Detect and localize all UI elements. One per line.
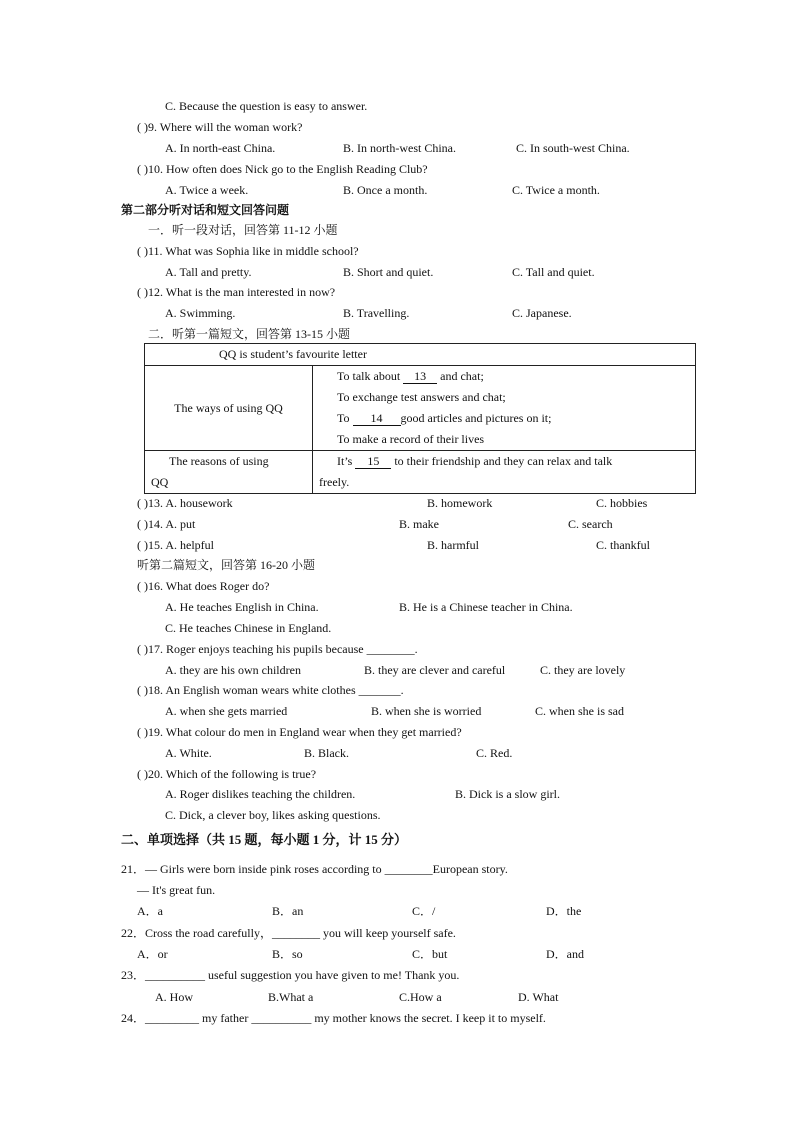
- q19-stem: ( )19. What colour do men in England wear when they get married?: [137, 725, 462, 739]
- q21-option-a: A．a: [137, 904, 163, 918]
- section-2-heading: 二．听第一篇短文，回答第 13-15 小题: [148, 327, 350, 341]
- q22-option-a: A．or: [137, 947, 168, 961]
- q10-stem: ( )10. How often does Nick go to the English Reading Club?: [137, 162, 428, 176]
- q16-option-a: A. He teaches English in China.: [165, 600, 319, 614]
- way-1-pre: To talk about: [337, 369, 404, 383]
- q20-option-b: B. Dick is a slow girl.: [455, 787, 560, 801]
- q13-option-c: C. hobbies: [596, 496, 648, 510]
- q12-stem: ( )12. What is the man interested in now?: [137, 285, 336, 299]
- table-header-text: QQ is student’s favourite letter: [219, 347, 367, 361]
- q17-option-c: C. they are lovely: [540, 663, 626, 677]
- blank-13: 13: [403, 369, 437, 384]
- q21-option-d: D．the: [546, 904, 582, 918]
- q11-option-a: A. Tall and pretty.: [165, 265, 252, 279]
- q22-option-d: D．and: [546, 947, 584, 961]
- q20-option-a: A. Roger dislikes teaching the children.: [165, 787, 356, 801]
- reasons-label-1: The reasons of using: [169, 454, 269, 468]
- way-3: [337, 408, 695, 429]
- q23-stem: 23．__________ useful suggestion you have given to me! Thank you.: [121, 968, 460, 982]
- q23-option-b: B.What a: [268, 990, 314, 1004]
- q22-stem: 22．Cross the road carefully，________ you will keep yourself safe.: [121, 926, 456, 940]
- section-1-heading: 一．听一段对话，回答第 11-12 小题: [148, 223, 338, 237]
- q13-stem: ( )13. A. housework: [137, 496, 233, 510]
- q9-option-a: A. In north-east China.: [165, 141, 276, 155]
- q20-option-c: C. Dick, a clever boy, likes asking questions.: [165, 808, 381, 822]
- q21-option-b: B．an: [272, 904, 304, 918]
- reasons-label-cell: [145, 451, 313, 494]
- q9-option-b: B. In north-west China.: [343, 141, 456, 155]
- q22-option-b: B．so: [272, 947, 303, 961]
- q12-option-b: B. Travelling.: [343, 306, 410, 320]
- q9-option-c: C. In south-west China.: [516, 141, 630, 155]
- blank-15: 15: [355, 454, 391, 469]
- q21-stem: 21．— Girls were born inside pink roses according to ________European story.: [121, 862, 508, 876]
- reason-1: [319, 451, 695, 472]
- q14-option-c: C. search: [568, 517, 613, 531]
- q18-stem: ( )18. An English woman wears white clothes _______.: [137, 683, 404, 697]
- q21-option-c: C．/: [412, 904, 436, 918]
- q18-option-b: B. when she is worried: [371, 704, 482, 718]
- table-header: [145, 344, 696, 366]
- q23-option-a: A. How: [155, 990, 193, 1004]
- q14-option-b: B. make: [399, 517, 439, 531]
- q19-option-b: B. Black.: [304, 746, 349, 760]
- ways-label-cell: [145, 366, 313, 451]
- reason-2: freely.: [319, 475, 350, 489]
- q11-stem: ( )11. What was Sophia like in middle school?: [137, 244, 359, 258]
- q18-option-a: A. when she gets married: [165, 704, 288, 718]
- reasons-label-2: QQ: [151, 475, 169, 489]
- q13-option-b: B. homework: [427, 496, 493, 510]
- way-3-pre: To: [337, 411, 353, 425]
- q23-option-d: D. What: [518, 990, 559, 1004]
- q9-stem: ( )9. Where will the woman work?: [137, 120, 303, 134]
- q10-option-b: B. Once a month.: [343, 183, 428, 197]
- section-3-heading: 听第二篇短文，回答第 16-20 小题: [137, 558, 315, 572]
- q23-option-c: C.How a: [399, 990, 442, 1004]
- q17-option-b: B. they are clever and careful: [364, 663, 506, 677]
- q12-option-c: C. Japanese.: [512, 306, 572, 320]
- q17-stem: ( )17. Roger enjoys teaching his pupils because ________.: [137, 642, 418, 656]
- way-4: To make a record of their lives: [337, 432, 485, 446]
- q15-option-b: B. harmful: [427, 538, 479, 552]
- q22-option-c: C．but: [412, 947, 448, 961]
- q19-option-a: A. White.: [165, 746, 212, 760]
- q19-option-c: C. Red.: [476, 746, 513, 760]
- q8-option-c: C. Because the question is easy to answer.: [165, 99, 368, 113]
- ways-label: The ways of using QQ: [174, 400, 283, 415]
- way-1: [337, 366, 695, 387]
- q14-stem: ( )14. A. put: [137, 517, 196, 531]
- q11-option-b: B. Short and quiet.: [343, 265, 434, 279]
- q24-stem: 24．_________ my father __________ my mother knows the secret. I keep it to myself.: [121, 1011, 546, 1025]
- part3-heading: 二、单项选择（共 15 题，每小题 1 分，计 15 分）: [121, 832, 408, 847]
- q20-stem: ( )20. Which of the following is true?: [137, 767, 317, 781]
- q21-response: — It's great fun.: [137, 883, 216, 897]
- part2-heading: 第二部分听对话和短文回答问题: [121, 203, 290, 217]
- q18-option-c: C. when she is sad: [535, 704, 624, 718]
- q15-option-c: C. thankful: [596, 538, 650, 552]
- reasons-cell: [313, 451, 696, 494]
- q10-option-a: A. Twice a week.: [165, 183, 249, 197]
- way-2: To exchange test answers and chat;: [337, 390, 506, 404]
- q11-option-c: C. Tall and quiet.: [512, 265, 595, 279]
- q15-stem: ( )15. A. helpful: [137, 538, 214, 552]
- q16-option-b: B. He is a Chinese teacher in China.: [399, 600, 573, 614]
- reason-1-pre: It’s: [337, 454, 356, 468]
- q16-stem: ( )16. What does Roger do?: [137, 579, 270, 593]
- qq-info-table: [144, 343, 696, 494]
- q17-option-a: A. they are his own children: [165, 663, 301, 677]
- reason-1-post: to their friendship and they can relax and talk: [391, 454, 613, 468]
- way-3-post: good articles and pictures on it;: [400, 411, 552, 425]
- ways-cell: [313, 366, 696, 451]
- q16-option-c: C. He teaches Chinese in England.: [165, 621, 332, 635]
- blank-14: 14: [353, 411, 401, 426]
- q12-option-a: A. Swimming.: [165, 306, 236, 320]
- q10-option-c: C. Twice a month.: [512, 183, 600, 197]
- way-1-post: and chat;: [437, 369, 484, 383]
